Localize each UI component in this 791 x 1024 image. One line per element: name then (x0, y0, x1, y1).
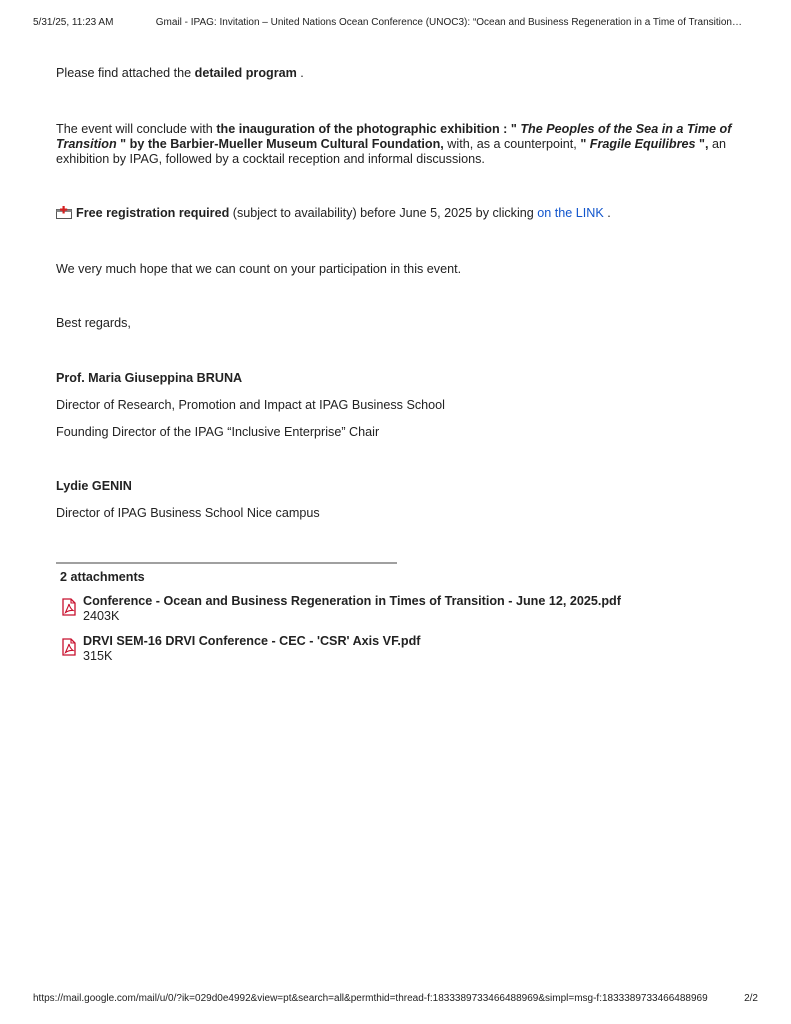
attachment-name[interactable]: DRVI SEM-16 DRVI Conference - CEC - 'CSR' Axis VF.pdf (83, 634, 421, 648)
event-bold-4: ", (695, 137, 709, 151)
signature-role-2: Founding Director of the IPAG “Inclusive Enterprise” Chair (56, 425, 380, 439)
signature-name-1: Prof. Maria Giuseppina BRUNA (56, 371, 243, 385)
registration-required-text: Free registration required (76, 206, 230, 220)
attachments-count: 2 attachments (60, 570, 145, 584)
attached-program-paragraph (56, 66, 304, 81)
registration-link[interactable]: on the LINK (537, 206, 604, 220)
event-paragraph (56, 122, 746, 167)
pdf-icon (60, 598, 78, 616)
signature-role-3: Director of IPAG Business School Nice campus (56, 506, 320, 520)
signature-name-2: Lydie GENIN (56, 479, 132, 493)
attached-post-text: . (296, 66, 304, 80)
pdf-icon (60, 638, 78, 656)
event-bold-2: " by the Barbier-Mueller Museum Cultural Foundation, (116, 137, 444, 151)
print-header (33, 17, 758, 28)
attachments-divider (56, 562, 397, 564)
print-title: Gmail - IPAG: Invitation – United Nations Ocean Conference (UNOC3): “Ocean and Business Regeneration in a Time of Transition… (155, 17, 742, 28)
page-number: 2/2 (744, 993, 758, 1004)
event-text-1: The event will conclude with (56, 122, 217, 136)
calendar-add-icon (56, 206, 72, 219)
attached-text: Please find attached the (56, 66, 195, 80)
print-datetime: 5/31/25, 11:23 AM (33, 17, 114, 28)
signature-role-1: Director of Research, Promotion and Impact at IPAG Business School (56, 398, 445, 412)
registration-text: (subject to availability) before June 5, 2025 by clicking (229, 206, 538, 220)
regards-paragraph: Best regards, (56, 316, 131, 330)
attachment-size: 2403K (83, 609, 120, 623)
attachment-size: 315K (83, 649, 113, 663)
event-bold-1: the inauguration of the photographic exhibition : " (216, 122, 521, 136)
hope-paragraph: We very much hope that we can count on your participation in this event. (56, 262, 462, 276)
detailed-program-text: detailed program (194, 66, 297, 80)
event-text-3: an exhibition by IPAG, followed by a cocktail reception and informal discussions. (56, 137, 726, 166)
print-url: https://mail.google.com/mail/u/0/?ik=029d0e4992&view=pt&search=all&permthid=thread-f:1833389733466488969&simpl=msg-f:1833389733466488969 (33, 993, 708, 1004)
attachment-name[interactable]: Conference - Ocean and Business Regeneration in Times of Transition - June 12, 2025.pdf (83, 594, 621, 608)
registration-paragraph (56, 206, 611, 221)
event-text-2: with, as a counterpoint, (443, 137, 581, 151)
event-bold-3: " (580, 137, 590, 151)
exhibition-title-2: Fragile Equilibres (589, 137, 696, 151)
registration-post-text: . (603, 206, 611, 220)
exhibition-title-1: The Peoples of the Sea in a Time of Transition (56, 122, 732, 151)
